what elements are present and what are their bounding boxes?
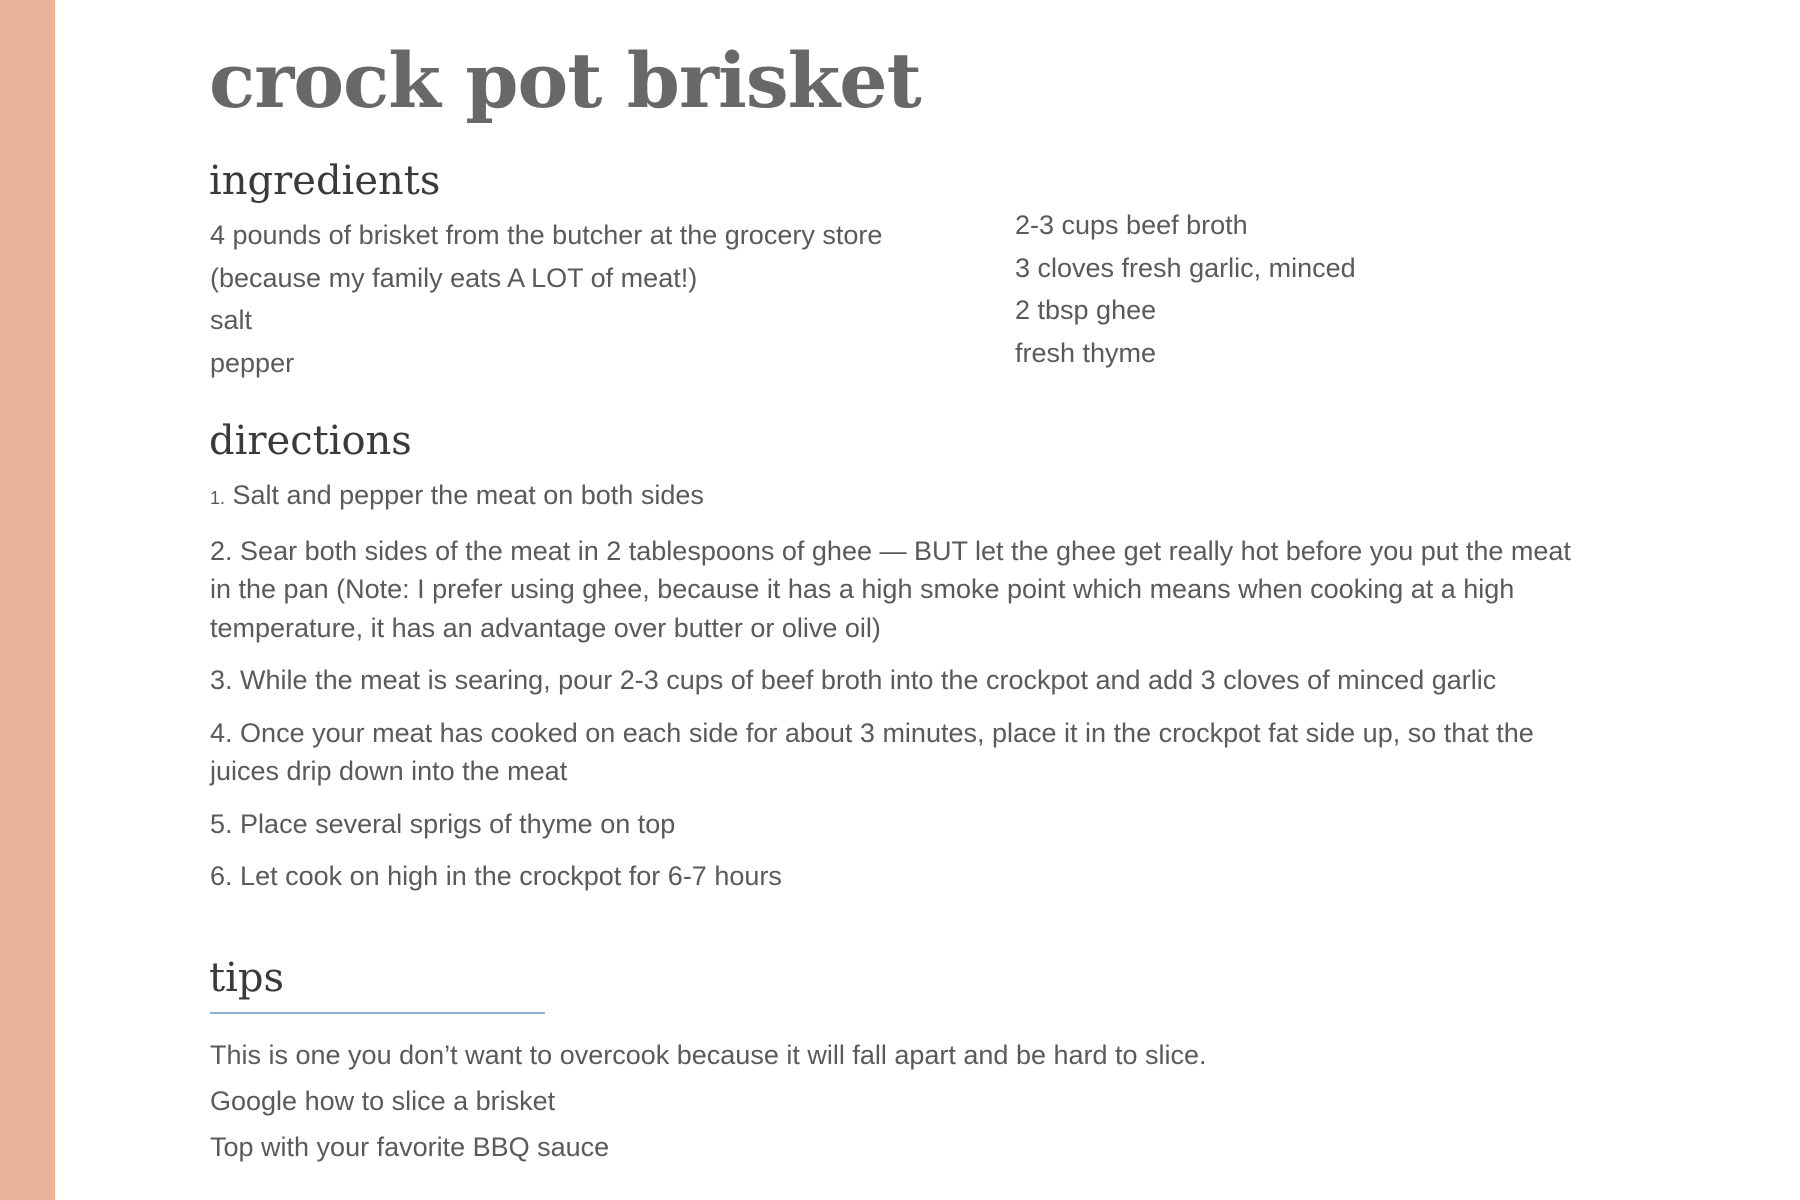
direction-step (210, 532, 1580, 648)
step-number: 2. (210, 535, 233, 566)
ingredient-item: fresh thyme (1015, 337, 1157, 368)
tips-heading: tips (209, 955, 284, 1001)
ingredient-item: 3 cloves fresh garlic, minced (1015, 252, 1356, 283)
directions-list (210, 476, 1580, 910)
step-text: Sear both sides of the meat in 2 tablespoons of ghee — BUT let the ghee get really hot before you put the meat in the pan (Note: I prefer using ghee, because it has a high smoke point which means when cooking at a high temperature, it has an advantage over butter or olive oil) (210, 535, 1571, 643)
tips-underline (210, 1012, 545, 1014)
direction-step (210, 661, 1580, 700)
ingredient-item: 2 tbsp ghee (1015, 295, 1157, 325)
step-text: Let cook on high in the crockpot for 6-7 hours (240, 861, 782, 891)
ingredient-item: 2-3 cups beef broth (1015, 210, 1248, 240)
recipe-title: crock pot brisket (209, 36, 921, 125)
direction-step (210, 714, 1580, 791)
step-number: 6. (210, 861, 233, 891)
direction-step (210, 805, 1580, 844)
ingredients-left-column (210, 214, 930, 384)
tip-item: This is one you don’t want to overcook because it will fall apart and be hard to slice. (210, 1040, 1207, 1070)
ingredient-item: (because my family eats A LOT of meat!) (210, 262, 698, 293)
tip-item: Top with your favorite BBQ sauce (210, 1132, 610, 1162)
ingredient-item: 4 pounds of brisket from the butcher at the grocery store (210, 220, 883, 250)
ingredients-right-column (1015, 204, 1515, 374)
direction-step (210, 857, 1580, 896)
direction-step (210, 476, 1580, 518)
ingredient-item: salt (210, 305, 253, 335)
ingredients-heading: ingredients (209, 158, 441, 204)
accent-side-band (0, 0, 55, 1200)
tips-list (210, 1032, 1410, 1170)
ingredient-item: pepper (210, 347, 295, 378)
step-text: Once your meat has cooked on each side for about 3 minutes, place it in the crockpot fat side up, so that the juices drip down into the meat (210, 717, 1534, 786)
step-number: 3. (210, 665, 233, 695)
tip-item: Google how to slice a brisket (210, 1086, 556, 1116)
step-text: Salt and pepper the meat on both sides (232, 480, 704, 510)
directions-heading: directions (209, 418, 412, 464)
step-text: Place several sprigs of thyme on top (240, 808, 676, 839)
step-number: 4. (210, 717, 233, 748)
step-text: While the meat is searing, pour 2-3 cups of beef broth into the crockpot and add 3 cloves of minced garlic (240, 665, 1497, 695)
step-number: 5. (210, 808, 233, 839)
step-number: 1. (210, 488, 226, 508)
